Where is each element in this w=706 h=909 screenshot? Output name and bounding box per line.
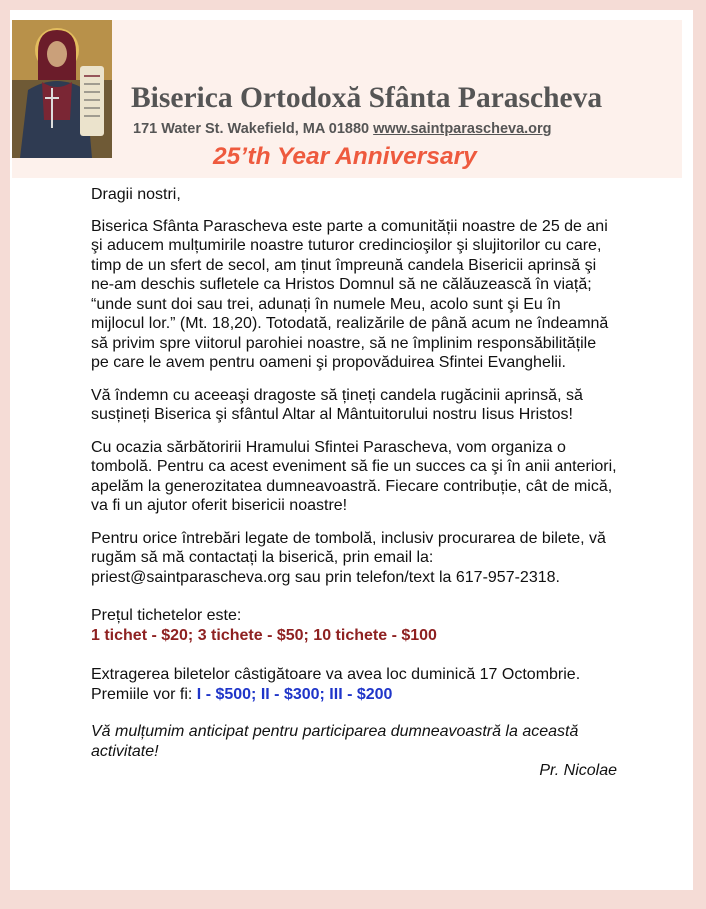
paragraph-2: Vă îndemn cu aceeaşi dragoste să țineți candela rugăcinii aprinsă, să susțineți Biserica şi sfântul Altar al Mântuitorului nostru Iisus Hristos!	[91, 386, 583, 423]
saint-icon	[12, 20, 112, 158]
closing-note: Vă mulțumim anticipat pentru participarea dumneavoastră la această activitate!	[91, 723, 579, 760]
letter-body	[91, 185, 617, 781]
street-address: 171 Water St. Wakefield, MA 01880	[133, 121, 370, 137]
draw-info: Extragerea biletelor câstigătoare va avea loc duminică 17 Octombrie.	[91, 666, 581, 683]
ticket-prices: 1 tichet - $20; 3 tichete - $50; 10 tichete - $100	[91, 626, 437, 644]
anniversary-heading: 25’th Year Anniversary	[213, 143, 477, 170]
church-title: Biserica Ortodoxă Sfânta Parascheva	[131, 82, 603, 114]
paragraph-3: Cu ocazia sărbătoririi Hramului Sfintei Parascheva, vom organiza o tombolă. Pentru ca acest eveniment să fie un succes ca şi în anii anteriori, apelăm la generozitatea dumneavoastră. Fiecare contribuție, cât de mică, va fi un ajutor oferit bisericii noastre!	[91, 438, 617, 514]
prizes-line	[91, 685, 617, 705]
prizes-label: Premiile vor fi:	[91, 685, 197, 703]
prizes-values: I - $500; II - $300; III - $200	[196, 685, 393, 703]
greeting: Dragii nostri,	[91, 186, 181, 203]
paragraph-1: Biserica Sfânta Parascheva este parte a comunității noastre de 25 de ani şi aducem mulțumirile noastre tuturor credincioşilor şi slujitorilor cu care, timp de un sfert de secol, am ținut împreună candela Bisericii aprinsă şi ne-am deschis sufletele ca Hristos Domnul să ne călăuzească în viață; “unde sunt doi sau trei, adunați în numele Meu, acolo sunt şi Eu în mijlocul lor.” (Mt. 18,20). Totodată, realizările de până acum ne îndeamnă să privim spre viitorul parohiei noastre, să ne împlinim responsăbilitățile pe care le avem pentru oameni şi propovăduirea Sfintei Evanghelii.	[91, 217, 609, 371]
signature: Pr. Nicolae	[539, 762, 617, 779]
church-address	[133, 121, 552, 137]
paragraph-4: Pentru orice întrebări legate de tombolă, inclusiv procurarea de bilete, vă rugăm să mă contactați la biserică, prin email la: priest@saintparascheva.org sau prin telefon/text la 617-957-2318.	[91, 529, 606, 586]
ticket-label: Prețul tichetelor este:	[91, 607, 242, 624]
website-link[interactable]: www.saintparascheva.org	[373, 121, 552, 137]
